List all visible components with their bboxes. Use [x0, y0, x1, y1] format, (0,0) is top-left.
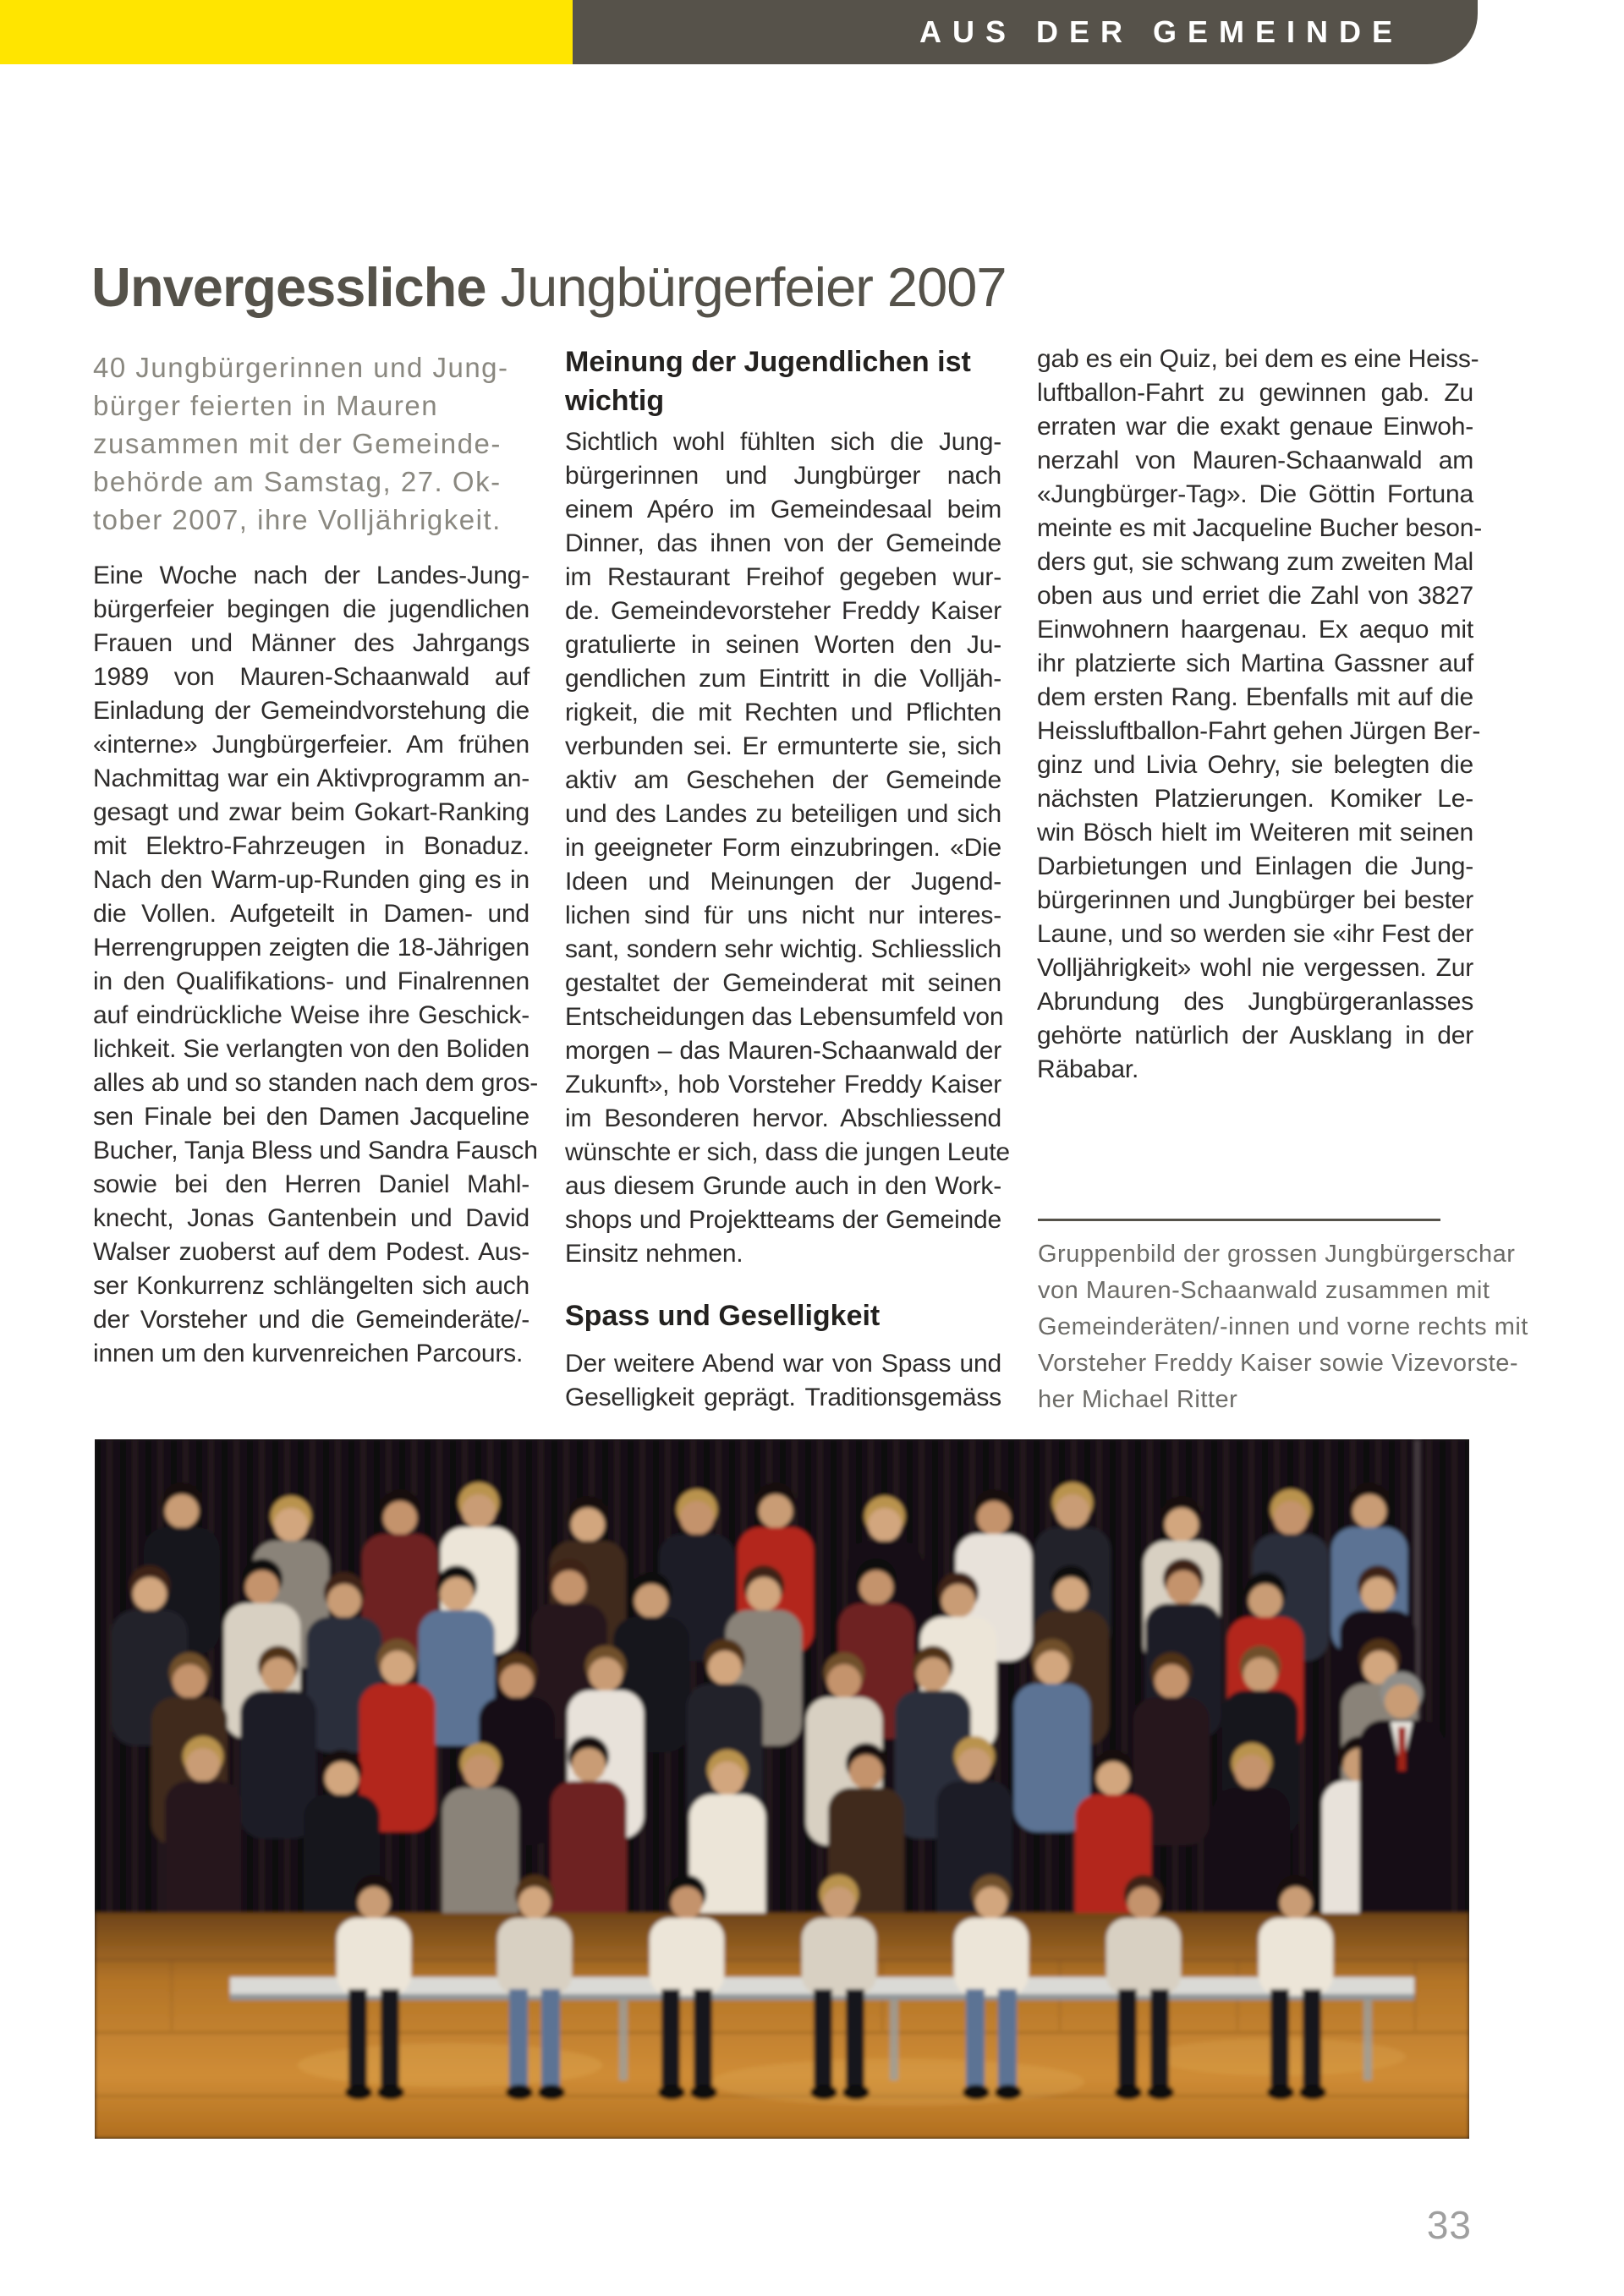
- group-photo: [95, 1439, 1469, 2139]
- accent-yellow-bar: [0, 0, 573, 64]
- group-photo-illustration: [95, 1439, 1469, 2139]
- column-1: [93, 342, 539, 1371]
- column-2: [565, 342, 1010, 1415]
- subheading-meinung: Meinung der Jugendlichen ist wichtig: [565, 346, 971, 417]
- body-paragraph-2: Sichtlich wohl fühlten sich die Jung- bürgerinnen und Jungbürger nach einem Apéro im Gemeindesaal beim Dinner, das ihnen von der Gemeinde im Restaurant Freihof gegeben wur- de. Gemeindevorsteher Freddy Kaiser gratulierte in seinen Worten den Ju- gendlichen zum Eintritt in die Volljäh- rigkeit, die mit Rechten und Pflichten verbunden sei. Er ermunterte sie, sich aktiv am Geschehen der Gemeinde und des Landes zu beteiligen und sich in geeigneter Form einzubringen. «Die Ideen und Meinungen der Jugend- lichen sind für uns nicht nur interes- sant, sondern sehr wichtig. Schliesslich gestaltet der Gemeinderat mit seinen Entscheidungen das Lebensumfeld von morgen – das Mauren-Schaanwald der Zukunft», hob Vorsteher Freddy Kaiser im Besonderen hervor. Abschliessend wünschte er sich, dass die jungen Leute aus diesem Grunde auch in den Work- shops und Projektteams der Gemeinde Einsitz nehmen.: [565, 428, 1010, 1268]
- subheading-spass: Spass und Geselligkeit: [565, 1300, 881, 1332]
- caption-divider: [1038, 1219, 1440, 1221]
- photo-caption: Gruppenbild der grossen Jungbürgerschar von Mauren-Schaanwald zusammen mit Gemeinderäten/-innen und vorne rechts mit Vorsteher Freddy Kaiser sowie Vizevorste- her Michael Ritter: [1038, 1241, 1528, 1413]
- lead-paragraph: 40 Jungbürgerinnen und Jung- bürger feierten in Mauren zusammen mit der Gemeinde- behörde am Samstag, 27. Ok- tober 2007, ihre Volljährigkeit.: [93, 352, 509, 535]
- section-tab-label: AUS DER GEMEINDE: [919, 14, 1403, 49]
- body-paragraph-4: gab es ein Quiz, bei dem es eine Heiss- luftballon-Fahrt zu gewinnen gab. Zu erraten war die exakt genaue Einwoh- nerzahl von Mauren-Schaanwald am «Jungbürger-Tag». Die Göttin Fortuna meinte es mit Jacqueline Bucher beson- ders gut, sie schwang zum zweiten Mal oben aus und erriet die Zahl von 3827 Einwohnern haargenau. Ex aequo mit ihr platzierte sich Martina Gassner auf dem ersten Rang. Ebenfalls mit auf die Heissluftballon-Fahrt gehen Jürgen Ber- ginz und Livia Oehry, sie belegten die nächsten Platzierungen. Komiker Le- win Bösch hielt im Weiteren mit seinen Darbietungen und Einlagen die Jung- bürgerinnen und Jungbürger bei bester Laune, und so werden sie «ihr Fest der Volljährigkeit» wohl nie vergessen. Zur Abrundung des Jungbürgeranlasses gehörte natürlich der Ausklang in der Räbabar.: [1037, 345, 1483, 1083]
- page-title-emphasis: Unvergessliche: [91, 255, 486, 318]
- page-title-rest: Jungbürgerfeier 2007: [486, 255, 1007, 318]
- section-tab: [573, 0, 1478, 64]
- body-paragraph-1: Eine Woche nach der Landes-Jung- bürgerfeier begingen die jugendlichen Frauen und Männer des Jahrgangs 1989 von Mauren-Schaanwald auf Einladung der Gemeindvorstehung die «interne» Jungbürgerfeier. Am frühen Nachmittag war ein Aktivprogramm an- gesagt und zwar beim Gokart-Ranking mit Elektro-Fahrzeugen in Bonaduz. Nach den Warm-up-Runden ging es in die Vollen. Aufgeteilt in Damen- und Herrengruppen zeigten die 18-Jährigen in den Qualifikations- und Finalrennen auf eindrückliche Weise ihre Geschick- lichkeit. Sie verlangten von den Boliden alles ab und so standen nach dem gros- sen Finale bei den Damen Jacqueline Bucher, Tanja Bless und Sandra Fausch sowie bei den Herren Daniel Mahl- knecht, Jonas Gantenbein und David Walser zuoberst auf dem Podest. Aus- ser Konkurrenz schlängelten sich auch der Vorsteher und die Gemeinderäte/- innen um den kurvenreichen Parcours.: [93, 562, 539, 1367]
- column-3: [1037, 342, 1483, 1087]
- body-paragraph-3: Der weitere Abend war von Spass und Geselligkeit geprägt. Traditionsgemäss: [565, 1350, 1001, 1411]
- page-number: 33: [1426, 2203, 1472, 2247]
- page-title: [91, 257, 1007, 318]
